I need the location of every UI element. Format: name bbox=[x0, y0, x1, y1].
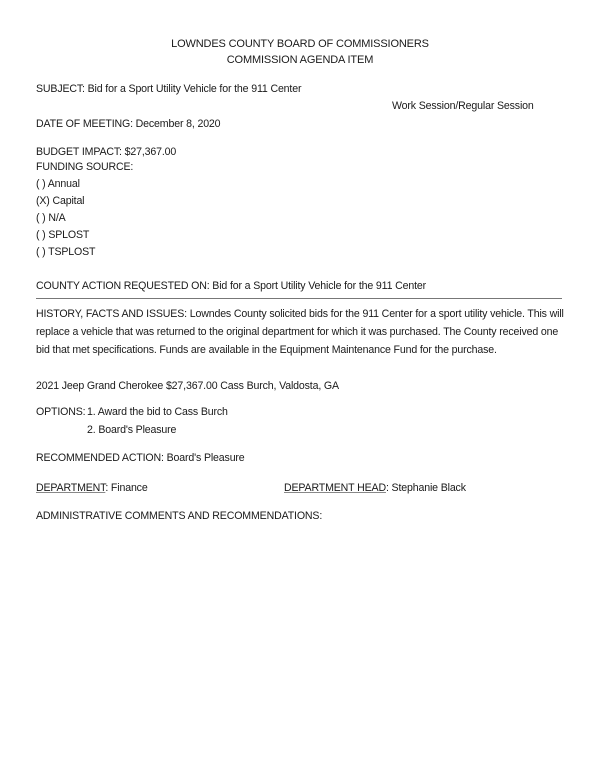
department-head-value: : Stephanie Black bbox=[385, 482, 466, 494]
department bbox=[36, 482, 148, 495]
session-type: Work Session/Regular Session bbox=[392, 100, 534, 112]
option-item: 1. Award the bid to Cass Burch bbox=[87, 406, 228, 418]
funding-source-label: FUNDING SOURCE: bbox=[36, 161, 134, 173]
recommended-action: RECOMMENDED ACTION: Board's Pleasure bbox=[36, 452, 245, 464]
budget-impact: BUDGET IMPACT: $27,367.00 bbox=[36, 146, 177, 158]
funding-option-capital: (X) Capital bbox=[36, 195, 85, 207]
department-label: DEPARTMENT bbox=[36, 482, 106, 494]
department-value: : Finance bbox=[105, 482, 148, 494]
date-of-meeting: DATE OF MEETING: December 8, 2020 bbox=[36, 118, 221, 130]
county-action-requested: COUNTY ACTION REQUESTED ON: Bid for a Sport Utility Vehicle for the 911 Center bbox=[36, 280, 427, 292]
funding-option-tsplost: ( ) TSPLOST bbox=[36, 246, 96, 258]
option-item: 2. Board's Pleasure bbox=[87, 424, 177, 436]
subject: SUBJECT: Bid for a Sport Utility Vehicle for the 911 Center bbox=[36, 83, 302, 95]
divider bbox=[36, 298, 562, 299]
options-label: OPTIONS: bbox=[36, 406, 86, 418]
funding-option-splost: ( ) SPLOST bbox=[36, 229, 90, 241]
department-head bbox=[284, 482, 466, 495]
document-title: LOWNDES COUNTY BOARD OF COMMISSIONERS bbox=[171, 38, 429, 50]
bid-line: 2021 Jeep Grand Cherokee $27,367.00 Cass Burch, Valdosta, GA bbox=[36, 380, 339, 392]
administrative-comments: ADMINISTRATIVE COMMENTS AND RECOMMENDATIONS: bbox=[36, 510, 323, 522]
funding-option-na: ( ) N/A bbox=[36, 212, 66, 224]
document-subtitle: COMMISSION AGENDA ITEM bbox=[226, 54, 374, 66]
history-facts-issues: HISTORY, FACTS AND ISSUES: Lowndes County solicited bids for the 911 Center for a sport utility vehicle. This will replace a vehicle that was returned to the original department for which it was purchased. The County received one bid that met specifications. Funds are available in the Equipment Maintenance Fund for the purchase. bbox=[36, 308, 564, 357]
funding-option-annual: ( ) Annual bbox=[36, 178, 80, 190]
department-head-label: DEPARTMENT HEAD bbox=[284, 482, 386, 494]
